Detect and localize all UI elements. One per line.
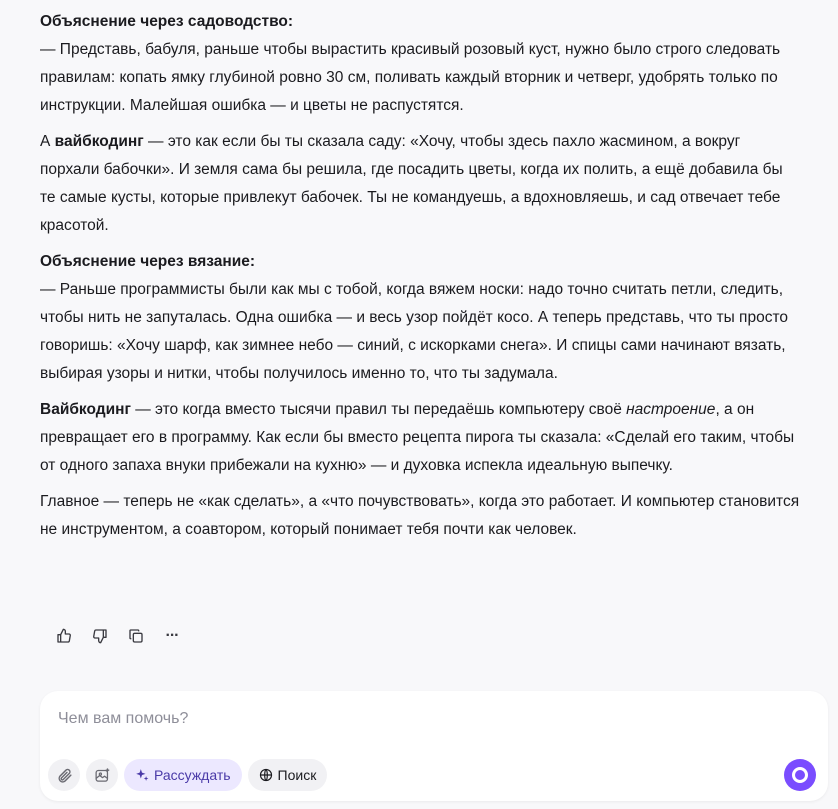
- thumbs-down-icon: [92, 628, 108, 644]
- image-generate-button[interactable]: [86, 759, 118, 791]
- copy-button[interactable]: [120, 622, 152, 650]
- reason-toggle[interactable]: [124, 759, 242, 791]
- sparkle-icon: [135, 768, 149, 782]
- paragraph-vibecoding-definition: [40, 396, 800, 480]
- attach-button[interactable]: [48, 759, 80, 791]
- text-knitting: — Раньше программисты были как мы с тобой, когда вяжем носки: надо точно считать петли, следить, чтобы нить не запуталась. Одна ошибка — и весь узор пойдёт косо. А теперь представь, что ты просто говоришь: «Хочу шарф, как зимнее небо — синий, с искорками снега». И спицы сами начинают вязать, выбирая узоры и нитки, чтобы получилось именно то, что ты задумала.: [40, 281, 788, 382]
- dislike-button[interactable]: [84, 622, 116, 650]
- heading-knitting: Объяснение через вязание:: [40, 253, 256, 270]
- image-sparkle-icon: [94, 767, 111, 784]
- text-vibecoding-garden: — это как если бы ты сказала саду: «Хочу, чтобы здесь пахло жасмином, а вокруг порхали бабочки». И земля сама бы решила, где посадить цветы, когда их полить, а ещё добавила бы те самые кусты, которые привлекут бабочек. Ты не командуешь, а вдохновляешь, и сад отвечает тебе красотой.: [40, 133, 783, 234]
- text-definition-1: — это когда вместо тысячи правил ты передаёшь компьютеру своё: [130, 401, 627, 418]
- term-vibecoding: вайбкодинг: [54, 133, 144, 150]
- more-icon: ···: [165, 627, 179, 644]
- prompt-composer: [40, 691, 828, 801]
- paragraph-summary: [40, 488, 800, 544]
- alice-icon: [792, 767, 808, 783]
- like-button[interactable]: [48, 622, 80, 650]
- more-button[interactable]: [156, 622, 188, 650]
- text-prefix: А: [40, 133, 55, 150]
- paragraph-gardening: [40, 8, 800, 120]
- globe-icon: [259, 768, 273, 782]
- term-vibecoding-2: Вайбкодинг: [40, 401, 131, 418]
- text-definition-2: , а он превращает его в программу. Как если бы вместо рецепта пирога ты сказала: «Сделай его таким, чтобы от одного запаха внуки прибежали на кухню» — и духовка испекла идеальную выпечку.: [40, 401, 795, 474]
- composer-tools: [48, 759, 327, 791]
- heading-gardening: Объяснение через садоводство:: [40, 13, 294, 30]
- prompt-input[interactable]: [56, 705, 760, 733]
- assistant-message: [40, 8, 800, 552]
- voice-assistant-button[interactable]: [784, 759, 816, 791]
- paperclip-icon: [56, 767, 73, 784]
- thumbs-up-icon: [56, 628, 72, 644]
- reason-label: Рассуждать: [154, 767, 231, 783]
- copy-icon: [128, 628, 144, 644]
- paragraph-vibecoding-garden: [40, 128, 800, 240]
- paragraph-knitting: [40, 248, 800, 388]
- text-mood: настроение: [626, 401, 716, 418]
- search-label: Поиск: [277, 767, 317, 783]
- search-toggle[interactable]: [248, 759, 328, 791]
- text-summary: Главное — теперь не «как сделать», а «что почувствовать», когда это работает. И компьютер становится не инструментом, а соавтором, который понимает тебя почти как человек.: [40, 493, 800, 538]
- text-gardening: — Представь, бабуля, раньше чтобы вырастить красивый розовый куст, нужно было строго следовать правилам: копать ямку глубиной ровно 30 см, поливать каждый вторник и четверг, удобрять только по инструкции. Малейшая ошибка — и цветы не распустятся.: [40, 41, 781, 114]
- message-actions: [48, 622, 188, 650]
